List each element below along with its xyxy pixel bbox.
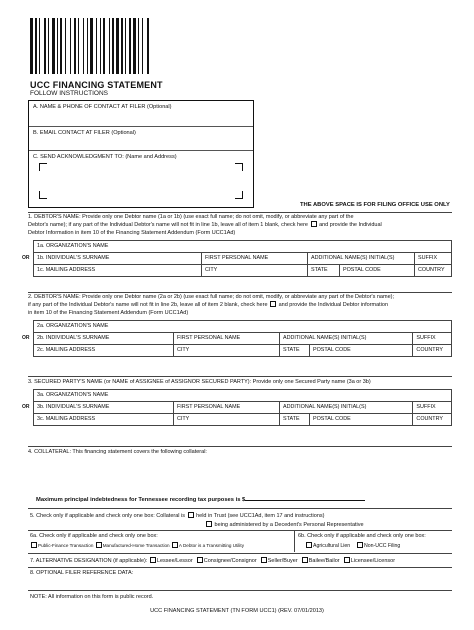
- secured-addl-label: ADDITIONAL NAME(S) INITIAL(S): [283, 404, 367, 410]
- or-label: OR: [22, 255, 30, 261]
- item5-lead: 5. Check only if applicable and check only one box: Collateral is: [30, 513, 186, 519]
- debtor1-mailing-field[interactable]: [34, 265, 202, 277]
- debtor1-line2b: and provide the Individual: [319, 222, 382, 229]
- debtor2-instructions: [28, 294, 452, 317]
- agricultural-lien-checkbox[interactable]: [306, 542, 312, 548]
- secured-state-label: STATE: [283, 416, 300, 422]
- debtor2-line3: in item 10 of the Financing Statement Addendum (Form UCC1Ad): [28, 309, 189, 316]
- secured-surname-field[interactable]: [34, 402, 174, 414]
- field-c-label: C. SEND ACKNOWLEDGMENT TO: (Name and Address): [33, 154, 177, 160]
- debtor1-country-field[interactable]: [414, 265, 451, 277]
- debtor1-org-name-field[interactable]: [34, 241, 452, 253]
- debtor2-state-field[interactable]: [280, 345, 310, 357]
- debtor2-line2a: if any part of the Individual Debtor's name will not fit in line 2b, leave all of item 2 blank, check here: [28, 302, 268, 309]
- item7-lead: 7. ALTERNATIVE DESIGNATION (if applicable):: [30, 558, 148, 564]
- field-c-acknowledgment[interactable]: [29, 151, 253, 209]
- debtor2-country-field[interactable]: [413, 345, 452, 357]
- consignee-checkbox[interactable]: [197, 557, 203, 563]
- non-ucc-checkbox[interactable]: [357, 542, 363, 548]
- secured-city-label: CITY: [177, 416, 190, 422]
- secured-line1: 3. SECURED PARTY'S NAME (or NAME of ASSIGNEE of ASSIGNOR SECURED PARTY): Provide only one Secured Party name (3a or 3b): [28, 379, 371, 385]
- secured-postal-label: POSTAL CODE: [313, 416, 351, 422]
- debtor1-line2a: Debtor's name); if any part of the Individual Debtor's name will not fit in line 1b, leave all of item 1 blank, check here: [28, 222, 308, 229]
- filer-contact-box: [28, 100, 254, 208]
- licensee-checkbox[interactable]: [344, 557, 350, 563]
- debtor2-suffix-label: SUFFIX: [416, 335, 436, 341]
- corner-mark-top-right: [235, 163, 243, 171]
- debtor1-org-label: 1a. ORGANIZATION'S NAME: [37, 243, 109, 249]
- secured-party-table: [33, 389, 452, 426]
- trust-checkbox[interactable]: [188, 512, 194, 518]
- debtor1-additional-field[interactable]: [308, 253, 415, 265]
- secured-postal-field[interactable]: [310, 414, 413, 426]
- debtor2-check-box[interactable]: [270, 301, 276, 307]
- debtor1-country-label: COUNTRY: [417, 267, 445, 273]
- optional-filer-reference-field[interactable]: [30, 570, 133, 576]
- debtor2-surname-field[interactable]: [34, 333, 174, 345]
- debtor2-suffix-field[interactable]: [413, 333, 452, 345]
- item7-opt-licensee: Licensee/Licensor: [350, 558, 396, 564]
- debtor1-line1: 1. DEBTOR'S NAME: Provide only one Debtor name (1a or 1b) (use exact full name; do not omit, modify, or abbreviate any part of the: [28, 214, 354, 220]
- form-title: UCC FINANCING STATEMENT: [30, 80, 163, 90]
- item6a-options: [30, 542, 244, 548]
- manufactured-home-checkbox[interactable]: [96, 542, 102, 548]
- corner-mark-top-left: [39, 163, 47, 171]
- item6-divider: [294, 530, 295, 552]
- max-principal-input[interactable]: [245, 500, 365, 501]
- field-b-label: B. EMAIL CONTACT AT FILER (Optional): [33, 130, 136, 136]
- debtor2-org-label: 2a. ORGANIZATION'S NAME: [37, 323, 109, 329]
- debtor1-city-field[interactable]: [202, 265, 308, 277]
- debtor1-postal-label: POSTAL CODE: [343, 267, 381, 273]
- secured-country-label: COUNTRY: [416, 416, 443, 422]
- secured-additional-field[interactable]: [280, 402, 413, 414]
- debtor1-instructions: [28, 214, 452, 237]
- barcode: [30, 18, 220, 74]
- debtor1-state-field[interactable]: [308, 265, 340, 277]
- item8-label: 8. OPTIONAL FILER REFERENCE DATA:: [30, 570, 134, 576]
- item5-opt2-label: being administered by a Decedent's Personal Representative: [214, 522, 364, 528]
- corner-mark-bottom-left: [39, 191, 47, 199]
- item6b-opt1-label: Agricultural Lien: [313, 543, 351, 549]
- debtor1-postal-field[interactable]: [340, 265, 415, 277]
- debtor2-first-label: FIRST PERSONAL NAME: [177, 335, 241, 341]
- collateral-label: 4. COLLATERAL: This financing statement covers the following collateral:: [28, 449, 207, 455]
- debtor2-state-label: STATE: [283, 347, 300, 353]
- debtor1-surname-field[interactable]: [34, 253, 202, 265]
- debtor1-first-name-field[interactable]: [202, 253, 308, 265]
- debtor2-city-label: CITY: [177, 347, 190, 353]
- debtor1-mail-label: 1c. MAILING ADDRESS: [37, 267, 96, 273]
- debtor1-table: [33, 240, 452, 277]
- item7-opt-seller: Seller/Buyer: [267, 558, 298, 564]
- public-finance-checkbox[interactable]: [31, 542, 37, 548]
- max-principal-label: [36, 497, 365, 504]
- item6b-opt2-label: Non-UCC Filing: [363, 543, 401, 549]
- max-principal-text: Maximum principal indebtedness for Tennessee recording tax purposes is $: [36, 497, 246, 503]
- lessee-lessor-checkbox[interactable]: [150, 557, 156, 563]
- secured-city-field[interactable]: [174, 414, 280, 426]
- debtor1-check-box[interactable]: [311, 221, 317, 227]
- form-footer: UCC FINANCING STATEMENT (TN FORM UCC1) (REV. 07/01/2013): [150, 608, 324, 614]
- debtor2-surname-label: 2b. INDIVIDUAL'S SURNAME: [37, 335, 110, 341]
- item7-opt-lessee: Lessee/Lessor: [156, 558, 193, 564]
- debtor2-addl-label: ADDITIONAL NAME(S) INITIAL(S): [283, 335, 367, 341]
- filing-office-note: THE ABOVE SPACE IS FOR FILING OFFICE USE ONLY: [300, 202, 450, 208]
- secured-country-field[interactable]: [413, 414, 452, 426]
- debtor2-table: [33, 320, 452, 357]
- debtor1-suffix-field[interactable]: [414, 253, 451, 265]
- item7: [30, 557, 395, 564]
- or-label: OR: [22, 404, 30, 410]
- form-subtitle: FOLLOW INSTRUCTIONS: [30, 90, 109, 97]
- bailee-bailor-checkbox[interactable]: [302, 557, 308, 563]
- field-a-label: A. NAME & PHONE OF CONTACT AT FILER (Optional): [33, 104, 172, 110]
- debtor2-country-label: COUNTRY: [416, 347, 443, 353]
- debtor1-addl-label: ADDITIONAL NAME(S) INITIAL(S): [311, 255, 395, 261]
- secured-mailing-field[interactable]: [34, 414, 174, 426]
- debtor1-line3: Debtor Information in item 10 of the Financing Statement Addendum (Form UCC1Ad): [28, 229, 236, 236]
- debtor1-suffix-label: SUFFIX: [417, 255, 438, 261]
- or-label: OR: [22, 335, 30, 341]
- debtor1-city-label: CITY: [205, 267, 218, 273]
- secured-first-name-field[interactable]: [174, 402, 280, 414]
- debtor1-state-label: STATE: [311, 267, 328, 273]
- debtor1-first-label: FIRST PERSONAL NAME: [205, 255, 269, 261]
- item5-row2: [205, 521, 364, 528]
- debtor2-postal-label: POSTAL CODE: [313, 347, 351, 353]
- secured-org-label: 3a. ORGANIZATION'S NAME: [37, 392, 109, 398]
- item6a-opt1-label: Public-Finance Transaction: [38, 543, 94, 548]
- debtor2-org-name-field[interactable]: [34, 321, 452, 333]
- item5: [30, 512, 324, 519]
- debtor2-postal-field[interactable]: [310, 345, 413, 357]
- debtor2-city-field[interactable]: [174, 345, 280, 357]
- transmitting-utility-checkbox[interactable]: [172, 542, 178, 548]
- corner-mark-bottom-right: [235, 191, 243, 199]
- field-a-contact[interactable]: [29, 101, 253, 127]
- item6a-opt2-label: Manufactured-Home Transaction: [102, 543, 170, 548]
- item6b-lead: 6b. Check only if applicable and check only one box:: [298, 533, 426, 539]
- debtor2-additional-field[interactable]: [280, 333, 413, 345]
- item7-opt-bailee: Bailee/Bailor: [308, 558, 340, 564]
- field-b-email[interactable]: [29, 127, 253, 151]
- decedent-checkbox[interactable]: [206, 521, 212, 527]
- debtor2-first-name-field[interactable]: [174, 333, 280, 345]
- secured-suffix-label: SUFFIX: [416, 404, 436, 410]
- item7-opt-consignee: Consignee/Consignor: [203, 558, 257, 564]
- secured-party-instructions: [28, 379, 452, 386]
- secured-state-field[interactable]: [280, 414, 310, 426]
- item5-opt1-label: held in Trust (see UCC1Ad, item 17 and instructions): [196, 513, 325, 519]
- secured-mail-label: 3c. MAILING ADDRESS: [37, 416, 96, 422]
- public-record-note: NOTE: All information on this form is public record.: [30, 594, 154, 600]
- secured-suffix-field[interactable]: [413, 402, 452, 414]
- debtor2-line1: 2. DEBTOR'S NAME: Provide only one Debtor name (2a or 2b) (use exact full name; do not omit, modify, or abbreviate any part of the Debtor's name);: [28, 294, 394, 300]
- secured-org-name-field[interactable]: [34, 390, 452, 402]
- debtor2-mail-label: 2c. MAILING ADDRESS: [37, 347, 96, 353]
- debtor2-line2b: and provide the Individual Debtor information: [278, 302, 389, 309]
- debtor2-mailing-field[interactable]: [34, 345, 174, 357]
- item6a-lead: 6a. Check only if applicable and check only one box:: [30, 533, 158, 539]
- secured-first-label: FIRST PERSONAL NAME: [177, 404, 241, 410]
- item6a-opt3-label: A Debtor is a Transmitting Utility: [178, 543, 244, 548]
- item6b-options: [305, 542, 400, 550]
- debtor1-surname-label: 1b. INDIVIDUAL'S SURNAME: [37, 255, 110, 261]
- secured-surname-label: 3b. INDIVIDUAL'S SURNAME: [37, 404, 110, 410]
- seller-buyer-checkbox[interactable]: [261, 557, 267, 563]
